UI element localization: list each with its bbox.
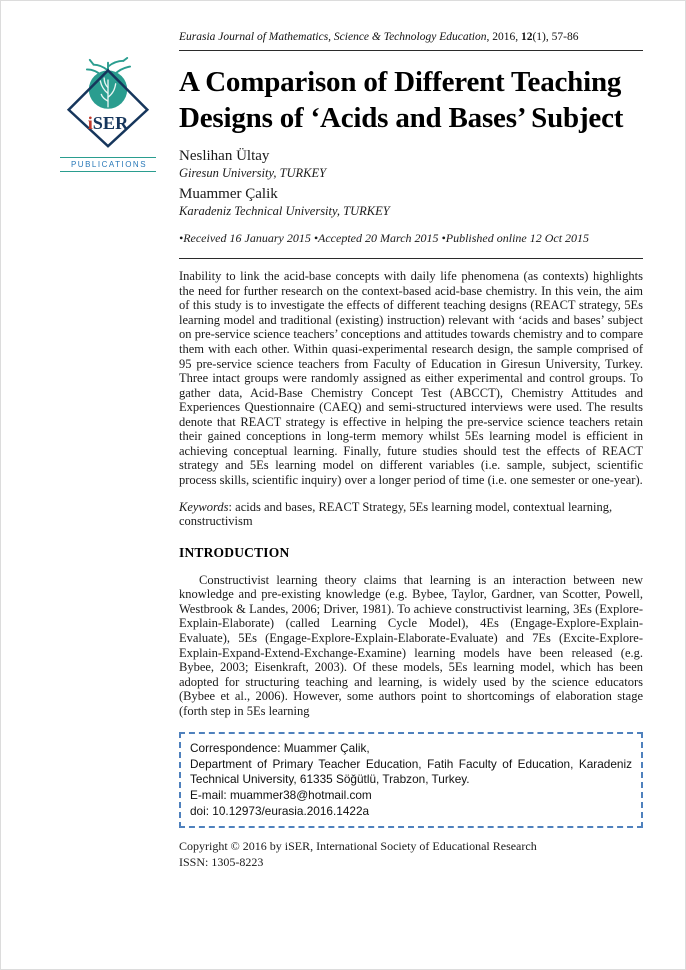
logo-text-i: i [87,112,93,133]
abstract-text: Inability to link the acid-base concepts with daily life phenomena (as contexts) highlights the need for further research on the context-based acid-base chemistry. In this vein, the aim of this study is to investigate the effects of different teaching designs (REACT strategy, 5Es learning model and traditional (existing) instruction) relevant with ‘acids and bases’ subject on pre-service science teachers’ conceptions and attitudes towards chemistry and to compare them with each other. Within quasi-experimental research design, the sample comprised of 95 pre-service science teachers from Faculty of Education in Giresun University, Turkey. Three intact groups were randomly assigned as either experimental and control groups. To gather data, Acid-Base Chemistry Concept Test (ABCCT), Chemistry Attitudes and Experiences Questionnaire (CAEQ) and semi-structured interviews were used. The results denote that REACT strategy is effective in helping the pre-service science teachers retain their gained conceptions in long-term memory whilst 5Es learning model is efficient in achieving conceptual learning. Finally, future studies should test the effects of REACT strategy and 5Es learning model on different variables (i.e. sample, subject, scientific process skills, scientific inquiry) over a longer period of time (i.e. one semester or one-year). [179,269,643,488]
introduction-paragraph: Constructivist learning theory claims that learning is an interaction between new knowledge and pre-existing knowledge (e.g. Bybee, Taylor, Gardner, van Scotter, Powell, Westbrook & Landes, 2006; Driver, 1981). To achieve constructivist learning, 3Es (Explore-Explain-Elaborate) (called Learning Cycle Model), 4Es (Engage-Explore-Explain-Evaluate), 5Es (Engage-Explore-Explain-Elaborate-Evaluate) and 7Es (Excite-Explore-Explain-Expand-Extend-Exchange-Examine) learning models have been released (e.g. Bybee, 2003; Eisenkraft, 2003). Of these models, 5Es learning model, which has been adopted for structuring teaching and learning, is widely used by the science educators (Bybee et al., 2006). However, some authors point to shortcomings of elaboration stage (forth step in 5Es learning [179,572,643,718]
logo-publications-label: PUBLICATIONS [60,157,156,172]
introduction-heading: INTRODUCTION [179,544,290,560]
author-affiliation: Giresun University, TURKEY [179,166,327,181]
correspondence-box [179,732,643,828]
citation-volume: 12 [520,31,533,43]
correspondence-intro: Correspondence: Muammer Çalik, [190,741,370,756]
keywords-label: Keywords [179,499,229,514]
copyright-line: Copyright © 2016 by iSER, International Society of Educational Research [179,839,537,854]
authors-block [179,148,643,218]
main-column [179,1,643,870]
citation-year: , 2016, [486,31,521,43]
paper-title: A Comparison of Different Teaching Designs of ‘Acids and Bases’ Subject [179,66,624,134]
article-dates: •Received 16 January 2015 •Accepted 20 March 2015 •Published online 12 Oct 2015 [179,231,590,246]
logo-text-ser: SER [92,112,129,133]
correspondence-doi: doi: 10.12973/eurasia.2016.1422a [190,803,370,818]
correspondence-address: Department of Primary Teacher Education, Fatih Faculty of Education, Karadeniz Technical University, 61335 Söğütlü, Trabzon, Turkey. [190,756,632,787]
journal-citation [179,31,643,43]
journal-name: Eurasia Journal of Mathematics, Science & Technology Education [179,31,487,43]
keywords-line [179,500,643,529]
author-affiliation: Karadeniz Technical University, TURKEY [179,203,390,218]
abstract-divider [179,258,643,259]
footer [179,839,643,870]
issn-line: ISSN: 1305-8223 [179,854,264,869]
header-divider [179,50,643,51]
iser-logo-icon [60,57,156,150]
author-name: Neslihan Ültay [179,147,270,164]
logo-wordmark [88,113,129,133]
author-name: Muammer Çalik [179,185,278,202]
citation-issue-pages: (1), 57-86 [532,31,579,43]
keywords-text: : acids and bases, REACT Strategy, 5Es learning model, contextual learning, constructivism [179,499,613,529]
iser-logo [60,57,156,172]
correspondence-email: E-mail: muammer38@hotmail.com [190,788,372,803]
